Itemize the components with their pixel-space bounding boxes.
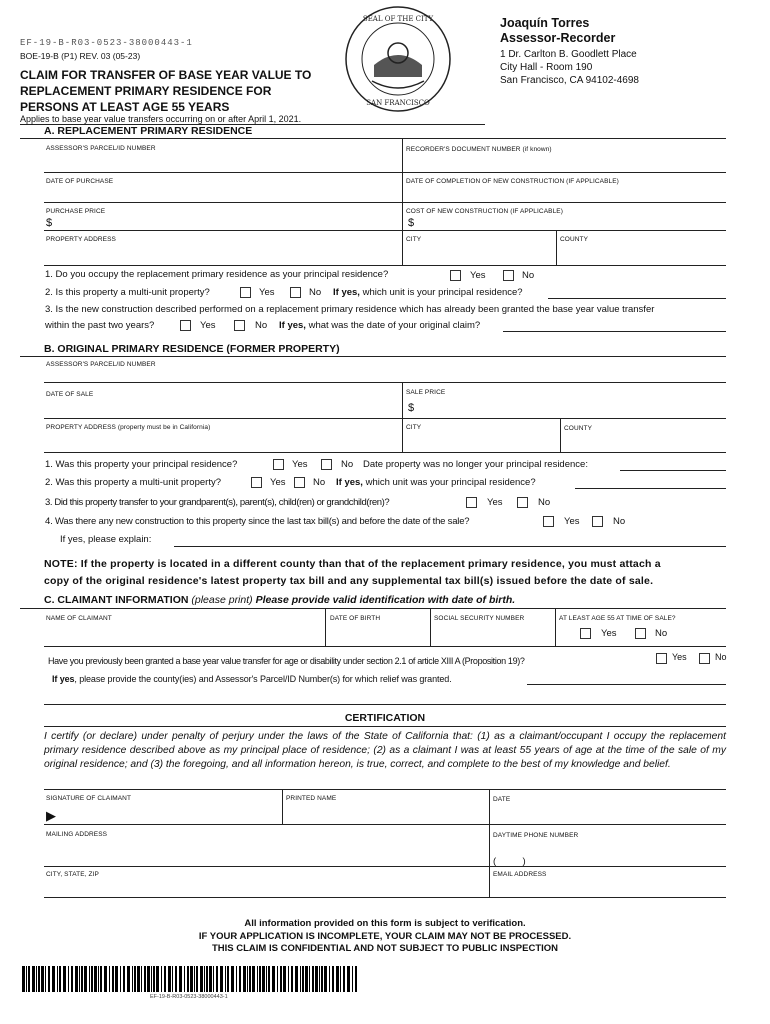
yes-label: Yes xyxy=(601,628,617,639)
a-q3-ifyes: If yes, what was the date of your original claim? xyxy=(279,320,481,331)
no-label: No xyxy=(613,516,626,527)
dollar-sign: $ xyxy=(46,217,53,229)
yes-label: Yes xyxy=(200,320,216,331)
dollar-sign: $ xyxy=(408,217,415,229)
yes-label: Yes xyxy=(564,516,580,527)
prev-no-checkbox[interactable] xyxy=(699,653,710,664)
footer-notice: All information provided on this form is subject to verification. IF YOUR APPLICATION IS INCOMPLETE, YOUR CLAIM MAY NOT BE PROCESSED. THIS CLAIM IS CONFIDENTIAL AND NOT SUBJECT TO PUBLIC INSPECTION xyxy=(198,918,572,954)
b-q4-yes-checkbox[interactable] xyxy=(543,516,554,527)
dob-input[interactable] xyxy=(330,630,426,641)
recorder-doc-input[interactable] xyxy=(406,156,724,167)
assessor-address: 1 Dr. Carlton B. Goodlett Place City Hall - Room 190 San Francisco, CA 94102-4698 xyxy=(500,49,639,86)
b-property-address-input[interactable] xyxy=(46,436,396,447)
form-revision: BOE-19-B (P1) REV. 03 (05-23) xyxy=(20,51,141,61)
date-purchase-input[interactable] xyxy=(46,188,396,199)
email-label: EMAIL ADDRESS xyxy=(493,871,547,878)
a-question-2: 2. Is this property a multi-unit property? xyxy=(45,287,210,298)
previous-transfer-question: Have you previously been granted a base year value transfer for age or disability under section 2.1 of article XIII A (Proposition 19)? xyxy=(48,656,525,666)
b-county-label: COUNTY xyxy=(564,425,593,432)
section-b-title: B. ORIGINAL PRIMARY RESIDENCE (FORMER PROPERTY) xyxy=(44,343,340,355)
sale-price-label: SALE PRICE xyxy=(406,389,446,396)
signature-input[interactable] xyxy=(62,809,276,820)
b-q4-no-checkbox[interactable] xyxy=(592,516,603,527)
sale-price-input[interactable] xyxy=(418,403,724,414)
date-completion-input[interactable] xyxy=(406,188,724,199)
date-sale-label: DATE OF SALE xyxy=(46,391,94,398)
printed-name-input[interactable] xyxy=(286,809,484,820)
yes-label: Yes xyxy=(487,497,503,508)
b-question-2: 2. Was this property a multi-unit property? xyxy=(45,477,221,488)
email-input[interactable] xyxy=(493,882,723,893)
recorder-doc-label: RECORDER'S DOCUMENT NUMBER (if known) xyxy=(406,146,552,153)
no-label: No xyxy=(309,287,322,298)
b-q1-yes-checkbox[interactable] xyxy=(273,459,284,470)
sign-arrow-icon: ▶ xyxy=(46,808,56,823)
date-sale-input[interactable] xyxy=(46,402,396,413)
county-seal-logo xyxy=(344,5,452,113)
ssn-input[interactable] xyxy=(434,630,552,641)
date-label: DATE xyxy=(493,796,511,803)
b-property-address-label: PROPERTY ADDRESS (property must be in California) xyxy=(46,424,211,431)
certification-title: CERTIFICATION xyxy=(344,712,426,724)
b-explain-input[interactable] xyxy=(176,534,724,545)
svg-text:SEAL OF THE CITY: SEAL OF THE CITY xyxy=(362,15,434,23)
a-question-3-cont: within the past two years? xyxy=(45,320,155,331)
phone-label: DAYTIME PHONE NUMBER xyxy=(493,832,579,839)
date-purchase-label: DATE OF PURCHASE xyxy=(46,178,114,185)
form-title: CLAIM FOR TRANSFER OF BASE YEAR VALUE TO REPLACEMENT PRIMARY RESIDENCE FOR PERSONS AT LEAST AGE 55 YEARS xyxy=(20,68,312,114)
certification-text: I certify (or declare) under penalty of perjury under the laws of the State of California that: (1) as a claimant/occupant I occupy the replacement primary residence described above as my principal place of residence; (2) as a claimant I was at least 55 years of age at the time of the sale of my original residence; and (3) the foregoing, and all information hereon, is true, correct, and complete to the best of my knowledge and belief. xyxy=(44,731,726,770)
no-label: No xyxy=(313,477,326,488)
svg-text:SAN FRANCISCO: SAN FRANCISCO xyxy=(366,99,430,107)
ssn-label: SOCIAL SECURITY NUMBER xyxy=(434,615,525,622)
replacement-parcel-label: ASSESSOR'S PARCEL/ID NUMBER xyxy=(46,145,156,152)
form-code: EF-19-B-R03-0523-38000443-1 xyxy=(20,38,193,48)
no-label: No xyxy=(538,497,551,508)
county-input[interactable] xyxy=(560,248,724,259)
a-q2-no-checkbox[interactable] xyxy=(290,287,301,298)
b-q3-yes-checkbox[interactable] xyxy=(466,497,477,508)
b-county-input[interactable] xyxy=(564,436,724,447)
b-q2-no-checkbox[interactable] xyxy=(294,477,305,488)
b-q1-no-checkbox[interactable] xyxy=(321,459,332,470)
a-q1-yes-checkbox[interactable] xyxy=(450,270,461,281)
mailing-address-input[interactable] xyxy=(46,846,484,857)
assessor-title: Assessor-Recorder xyxy=(500,31,616,45)
b-q1-date-label: Date property was no longer your principal residence: xyxy=(363,459,588,470)
b-q2-yes-checkbox[interactable] xyxy=(251,477,262,488)
city-label: CITY xyxy=(406,236,422,243)
a-question-3: 3. Is the new construction described performed on a replacement primary residence which has already been granted the base year value transfer xyxy=(45,304,655,315)
printed-name-label: PRINTED NAME xyxy=(286,795,337,802)
age55-label: AT LEAST AGE 55 AT TIME OF SALE? xyxy=(559,615,676,622)
claimant-name-label: NAME OF CLAIMANT xyxy=(46,615,112,622)
original-parcel-input[interactable] xyxy=(46,370,722,381)
purchase-price-label: PURCHASE PRICE xyxy=(46,208,106,215)
no-label: No xyxy=(522,270,535,281)
county-label: COUNTY xyxy=(560,236,589,243)
yes-label: Yes xyxy=(259,287,275,298)
age55-no-checkbox[interactable] xyxy=(635,628,646,639)
date-completion-label: DATE OF COMPLETION OF NEW CONSTRUCTION (IF APPLICABLE) xyxy=(406,178,619,185)
a-q3-yes-checkbox[interactable] xyxy=(180,320,191,331)
section-a-title: A. REPLACEMENT PRIMARY RESIDENCE xyxy=(44,125,253,137)
dob-label: DATE OF BIRTH xyxy=(330,615,381,622)
yes-label: Yes xyxy=(292,459,308,470)
cost-construction-label: COST OF NEW CONSTRUCTION (IF APPLICABLE) xyxy=(406,208,564,215)
claimant-name-input[interactable] xyxy=(46,630,320,641)
date-input[interactable] xyxy=(493,809,723,820)
b-city-input[interactable] xyxy=(406,436,556,447)
b-question-4: 4. Was there any new construction to this property since the last tax bill(s) and before the date of the sale? xyxy=(45,516,470,527)
assessor-name: Joaquín Torres xyxy=(500,16,590,30)
a-q3-no-checkbox[interactable] xyxy=(234,320,245,331)
property-address-label: PROPERTY ADDRESS xyxy=(46,236,116,243)
prev-yes-checkbox[interactable] xyxy=(656,653,667,664)
city-state-zip-input[interactable] xyxy=(46,882,484,893)
city-state-zip-label: CITY, STATE, ZIP xyxy=(46,871,99,878)
prev-ifyes: If yes, please provide the county(ies) and Assessor's Parcel/ID Number(s) for which relief was granted. xyxy=(52,674,452,684)
a-q2-yes-checkbox[interactable] xyxy=(240,287,251,298)
property-address-input[interactable] xyxy=(46,248,396,259)
b-city-label: CITY xyxy=(406,424,422,431)
a-question-1: 1. Do you occupy the replacement primary residence as your principal residence? xyxy=(45,269,389,280)
note-text: NOTE: If the property is located in a different county than that of the replacement primary residence, you must attach a copy of the original residence's latest property tax bill and any supplemental tax bill(s) issued before the date of sale. xyxy=(44,558,661,587)
barcode-image xyxy=(22,966,362,992)
b-q2-ifyes: If yes, which unit was your principal residence? xyxy=(336,477,536,488)
no-label: No xyxy=(655,628,668,639)
yes-label: Yes xyxy=(470,270,486,281)
b-question-3: 3. Did this property transfer to your grandparent(s), parent(s), child(ren) or grandchild(ren)? xyxy=(45,497,390,508)
cost-construction-input[interactable] xyxy=(418,218,724,229)
city-input[interactable] xyxy=(406,248,552,259)
yes-label: Yes xyxy=(270,477,286,488)
a-q1-no-checkbox[interactable] xyxy=(503,270,514,281)
barcode-text: EF-19-B-R03-0523-38000443-1 xyxy=(150,994,228,1000)
b-q3-no-checkbox[interactable] xyxy=(517,497,528,508)
original-parcel-label: ASSESSOR'S PARCEL/ID NUMBER xyxy=(46,361,156,368)
dollar-sign: $ xyxy=(408,402,415,414)
section-c-title: C. CLAIMANT INFORMATION (please print) Please provide valid identification with date of birth. xyxy=(44,594,516,606)
a-q2-ifyes: If yes, which unit is your principal residence? xyxy=(333,287,523,298)
b-explain-label: If yes, please explain: xyxy=(60,534,152,545)
mailing-address-label: MAILING ADDRESS xyxy=(46,831,108,838)
phone-area-code: ( ) xyxy=(493,856,526,867)
age55-yes-checkbox[interactable] xyxy=(580,628,591,639)
no-label: No xyxy=(255,320,268,331)
applies-note: Applies to base year value transfers occurring on or after April 1, 2021. xyxy=(20,114,302,124)
signature-label: SIGNATURE OF CLAIMANT xyxy=(46,795,132,802)
no-label: No xyxy=(341,459,354,470)
b-question-1: 1. Was this property your principal residence? xyxy=(45,459,238,470)
replacement-parcel-input[interactable] xyxy=(46,156,396,167)
purchase-price-input[interactable] xyxy=(56,218,396,229)
yes-label: Yes xyxy=(672,652,687,662)
no-label: No xyxy=(715,652,727,662)
